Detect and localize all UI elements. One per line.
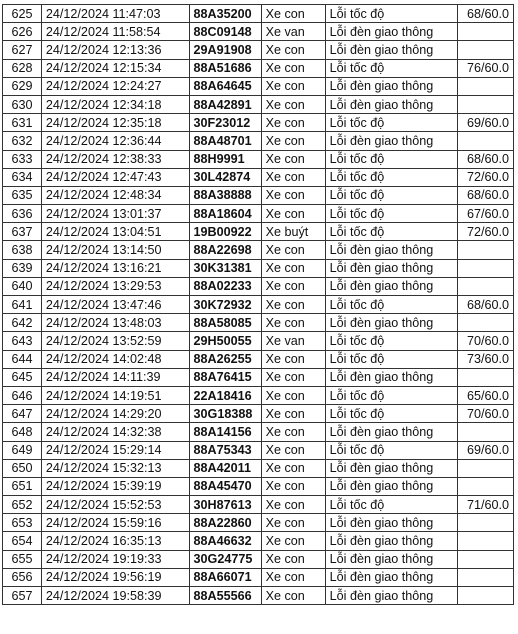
violation-type: Lỗi tốc độ xyxy=(325,296,457,314)
table-row xyxy=(3,386,514,404)
violation-time: 24/12/2024 12:34:18 xyxy=(41,95,189,113)
row-number: 652 xyxy=(3,496,42,514)
speed-reading: 69/60.0 xyxy=(458,441,514,459)
license-plate: 88A38888 xyxy=(189,186,261,204)
table-row xyxy=(3,41,514,59)
vehicle-type: Xe con xyxy=(261,241,325,259)
table-row xyxy=(3,259,514,277)
violation-type: Lỗi tốc độ xyxy=(325,186,457,204)
table-row xyxy=(3,95,514,113)
row-number: 644 xyxy=(3,350,42,368)
speed-reading: 71/60.0 xyxy=(458,496,514,514)
license-plate: 88A45470 xyxy=(189,477,261,495)
vehicle-type: Xe con xyxy=(261,277,325,295)
table-row xyxy=(3,77,514,95)
license-plate: 29H50055 xyxy=(189,332,261,350)
row-number: 643 xyxy=(3,332,42,350)
row-number: 626 xyxy=(3,23,42,41)
vehicle-type: Xe con xyxy=(261,296,325,314)
table-row xyxy=(3,168,514,186)
table-row xyxy=(3,459,514,477)
speed-reading xyxy=(458,587,514,605)
speed-reading: 68/60.0 xyxy=(458,150,514,168)
table-row xyxy=(3,5,514,23)
violation-type: Lỗi đèn giao thông xyxy=(325,259,457,277)
row-number: 654 xyxy=(3,532,42,550)
violation-time: 24/12/2024 12:48:34 xyxy=(41,186,189,204)
vehicle-type: Xe con xyxy=(261,132,325,150)
license-plate: 88A48701 xyxy=(189,132,261,150)
license-plate: 88A76415 xyxy=(189,368,261,386)
table-row xyxy=(3,223,514,241)
row-number: 650 xyxy=(3,459,42,477)
row-number: 637 xyxy=(3,223,42,241)
vehicle-type: Xe van xyxy=(261,332,325,350)
vehicle-type: Xe con xyxy=(261,477,325,495)
table-row xyxy=(3,550,514,568)
vehicle-type: Xe van xyxy=(261,23,325,41)
row-number: 638 xyxy=(3,241,42,259)
table-row xyxy=(3,405,514,423)
violation-time: 24/12/2024 19:58:39 xyxy=(41,587,189,605)
violation-time: 24/12/2024 12:35:18 xyxy=(41,114,189,132)
violation-time: 24/12/2024 12:13:36 xyxy=(41,41,189,59)
row-number: 633 xyxy=(3,150,42,168)
table-row xyxy=(3,296,514,314)
vehicle-type: Xe con xyxy=(261,41,325,59)
license-plate: 19B00922 xyxy=(189,223,261,241)
row-number: 645 xyxy=(3,368,42,386)
table-row xyxy=(3,423,514,441)
license-plate: 88A22698 xyxy=(189,241,261,259)
violation-type: Lỗi tốc độ xyxy=(325,114,457,132)
table-row xyxy=(3,59,514,77)
violation-type: Lỗi tốc độ xyxy=(325,496,457,514)
row-number: 636 xyxy=(3,205,42,223)
license-plate: 88A02233 xyxy=(189,277,261,295)
violation-type: Lỗi tốc độ xyxy=(325,441,457,459)
violation-time: 24/12/2024 13:01:37 xyxy=(41,205,189,223)
violation-time: 24/12/2024 13:52:59 xyxy=(41,332,189,350)
violation-type: Lỗi đèn giao thông xyxy=(325,314,457,332)
vehicle-type: Xe con xyxy=(261,532,325,550)
license-plate: 88A42891 xyxy=(189,95,261,113)
vehicle-type: Xe con xyxy=(261,259,325,277)
license-plate: 88A55566 xyxy=(189,587,261,605)
license-plate: 88A66071 xyxy=(189,568,261,586)
table-row xyxy=(3,114,514,132)
speed-reading: 69/60.0 xyxy=(458,114,514,132)
speed-reading xyxy=(458,241,514,259)
license-plate: 30L42874 xyxy=(189,168,261,186)
speed-reading: 76/60.0 xyxy=(458,59,514,77)
violation-type: Lỗi đèn giao thông xyxy=(325,95,457,113)
license-plate: 88A14156 xyxy=(189,423,261,441)
speed-reading: 73/60.0 xyxy=(458,350,514,368)
license-plate: 88A75343 xyxy=(189,441,261,459)
license-plate: 88A51686 xyxy=(189,59,261,77)
speed-reading xyxy=(458,259,514,277)
speed-reading xyxy=(458,568,514,586)
violation-type: Lỗi tốc độ xyxy=(325,223,457,241)
row-number: 627 xyxy=(3,41,42,59)
row-number: 646 xyxy=(3,386,42,404)
speed-reading xyxy=(458,532,514,550)
license-plate: 30G18388 xyxy=(189,405,261,423)
violation-type: Lỗi tốc độ xyxy=(325,386,457,404)
violation-time: 24/12/2024 12:47:43 xyxy=(41,168,189,186)
table-row xyxy=(3,496,514,514)
speed-reading: 68/60.0 xyxy=(458,296,514,314)
license-plate: 88A18604 xyxy=(189,205,261,223)
violation-type: Lỗi đèn giao thông xyxy=(325,550,457,568)
table-row xyxy=(3,477,514,495)
row-number: 656 xyxy=(3,568,42,586)
violation-time: 24/12/2024 19:19:33 xyxy=(41,550,189,568)
vehicle-type: Xe con xyxy=(261,496,325,514)
speed-reading: 67/60.0 xyxy=(458,205,514,223)
table-row xyxy=(3,514,514,532)
table-body xyxy=(3,5,514,605)
row-number: 635 xyxy=(3,186,42,204)
table-row xyxy=(3,587,514,605)
row-number: 630 xyxy=(3,95,42,113)
speed-reading xyxy=(458,368,514,386)
speed-reading: 68/60.0 xyxy=(458,5,514,23)
speed-reading: 70/60.0 xyxy=(458,332,514,350)
speed-reading xyxy=(458,514,514,532)
speed-reading xyxy=(458,41,514,59)
row-number: 647 xyxy=(3,405,42,423)
violation-type: Lỗi đèn giao thông xyxy=(325,459,457,477)
vehicle-type: Xe con xyxy=(261,95,325,113)
vehicle-type: Xe con xyxy=(261,168,325,186)
table-row xyxy=(3,241,514,259)
violation-time: 24/12/2024 12:15:34 xyxy=(41,59,189,77)
speed-reading: 70/60.0 xyxy=(458,405,514,423)
speed-reading xyxy=(458,459,514,477)
violation-time: 24/12/2024 14:32:38 xyxy=(41,423,189,441)
vehicle-type: Xe con xyxy=(261,514,325,532)
vehicle-type: Xe con xyxy=(261,423,325,441)
license-plate: 88A42011 xyxy=(189,459,261,477)
violation-type: Lỗi đèn giao thông xyxy=(325,277,457,295)
violation-type: Lỗi đèn giao thông xyxy=(325,477,457,495)
license-plate: 30K72932 xyxy=(189,296,261,314)
vehicle-type: Xe con xyxy=(261,205,325,223)
violation-time: 24/12/2024 13:14:50 xyxy=(41,241,189,259)
row-number: 641 xyxy=(3,296,42,314)
row-number: 639 xyxy=(3,259,42,277)
violation-type: Lỗi tốc độ xyxy=(325,405,457,423)
violation-time: 24/12/2024 14:19:51 xyxy=(41,386,189,404)
vehicle-type: Xe con xyxy=(261,459,325,477)
violation-time: 24/12/2024 12:38:33 xyxy=(41,150,189,168)
table-row xyxy=(3,441,514,459)
violation-time: 24/12/2024 15:39:19 xyxy=(41,477,189,495)
table-row xyxy=(3,205,514,223)
violation-type: Lỗi đèn giao thông xyxy=(325,514,457,532)
vehicle-type: Xe buýt xyxy=(261,223,325,241)
violation-time: 24/12/2024 15:52:53 xyxy=(41,496,189,514)
violation-time: 24/12/2024 15:59:16 xyxy=(41,514,189,532)
license-plate: 88A46632 xyxy=(189,532,261,550)
violation-type: Lỗi đèn giao thông xyxy=(325,77,457,95)
table-row xyxy=(3,568,514,586)
violation-type: Lỗi tốc độ xyxy=(325,168,457,186)
speed-reading xyxy=(458,314,514,332)
vehicle-type: Xe con xyxy=(261,5,325,23)
violation-time: 24/12/2024 12:36:44 xyxy=(41,132,189,150)
row-number: 642 xyxy=(3,314,42,332)
license-plate: 88H9991 xyxy=(189,150,261,168)
speed-reading xyxy=(458,277,514,295)
row-number: 655 xyxy=(3,550,42,568)
table-row xyxy=(3,186,514,204)
table-row xyxy=(3,350,514,368)
violation-type: Lỗi đèn giao thông xyxy=(325,23,457,41)
license-plate: 88A26255 xyxy=(189,350,261,368)
vehicle-type: Xe con xyxy=(261,587,325,605)
violation-time: 24/12/2024 13:29:53 xyxy=(41,277,189,295)
violation-type: Lỗi đèn giao thông xyxy=(325,368,457,386)
license-plate: 30H87613 xyxy=(189,496,261,514)
license-plate: 88A35200 xyxy=(189,5,261,23)
table-row xyxy=(3,332,514,350)
license-plate: 30G24775 xyxy=(189,550,261,568)
row-number: 629 xyxy=(3,77,42,95)
license-plate: 29A91908 xyxy=(189,41,261,59)
violation-time: 24/12/2024 15:32:13 xyxy=(41,459,189,477)
violation-time: 24/12/2024 12:24:27 xyxy=(41,77,189,95)
row-number: 625 xyxy=(3,5,42,23)
violation-time: 24/12/2024 13:04:51 xyxy=(41,223,189,241)
vehicle-type: Xe con xyxy=(261,150,325,168)
violation-time: 24/12/2024 14:02:48 xyxy=(41,350,189,368)
vehicle-type: Xe con xyxy=(261,186,325,204)
license-plate: 88A22860 xyxy=(189,514,261,532)
violation-time: 24/12/2024 11:47:03 xyxy=(41,5,189,23)
violation-time: 24/12/2024 13:48:03 xyxy=(41,314,189,332)
license-plate: 88A64645 xyxy=(189,77,261,95)
violation-type: Lỗi đèn giao thông xyxy=(325,532,457,550)
table-row xyxy=(3,314,514,332)
vehicle-type: Xe con xyxy=(261,386,325,404)
vehicle-type: Xe con xyxy=(261,405,325,423)
table-row xyxy=(3,368,514,386)
violation-type: Lỗi tốc độ xyxy=(325,332,457,350)
speed-reading xyxy=(458,95,514,113)
vehicle-type: Xe con xyxy=(261,77,325,95)
speed-reading xyxy=(458,132,514,150)
table-row xyxy=(3,23,514,41)
row-number: 649 xyxy=(3,441,42,459)
violation-time: 24/12/2024 13:16:21 xyxy=(41,259,189,277)
violation-type: Lỗi đèn giao thông xyxy=(325,41,457,59)
row-number: 631 xyxy=(3,114,42,132)
speed-reading: 72/60.0 xyxy=(458,168,514,186)
row-number: 653 xyxy=(3,514,42,532)
row-number: 657 xyxy=(3,587,42,605)
speed-reading xyxy=(458,550,514,568)
table-row xyxy=(3,277,514,295)
license-plate: 22A18416 xyxy=(189,386,261,404)
license-plate: 30K31381 xyxy=(189,259,261,277)
violation-type: Lỗi tốc độ xyxy=(325,59,457,77)
violation-type: Lỗi tốc độ xyxy=(325,150,457,168)
table-row xyxy=(3,132,514,150)
speed-reading: 65/60.0 xyxy=(458,386,514,404)
violation-time: 24/12/2024 16:35:13 xyxy=(41,532,189,550)
violation-type: Lỗi tốc độ xyxy=(325,205,457,223)
violation-type: Lỗi đèn giao thông xyxy=(325,568,457,586)
row-number: 640 xyxy=(3,277,42,295)
table-row xyxy=(3,150,514,168)
violation-type: Lỗi đèn giao thông xyxy=(325,587,457,605)
speed-reading xyxy=(458,477,514,495)
violation-type: Lỗi đèn giao thông xyxy=(325,241,457,259)
violations-table xyxy=(2,4,514,605)
vehicle-type: Xe con xyxy=(261,568,325,586)
violation-type: Lỗi đèn giao thông xyxy=(325,132,457,150)
violation-time: 24/12/2024 11:58:54 xyxy=(41,23,189,41)
violation-type: Lỗi tốc độ xyxy=(325,350,457,368)
violation-type: Lỗi tốc độ xyxy=(325,5,457,23)
row-number: 634 xyxy=(3,168,42,186)
vehicle-type: Xe con xyxy=(261,441,325,459)
violation-time: 24/12/2024 15:29:14 xyxy=(41,441,189,459)
violation-time: 24/12/2024 14:11:39 xyxy=(41,368,189,386)
row-number: 648 xyxy=(3,423,42,441)
license-plate: 88C09148 xyxy=(189,23,261,41)
violation-time: 24/12/2024 19:56:19 xyxy=(41,568,189,586)
row-number: 632 xyxy=(3,132,42,150)
speed-reading xyxy=(458,77,514,95)
speed-reading xyxy=(458,423,514,441)
speed-reading: 72/60.0 xyxy=(458,223,514,241)
vehicle-type: Xe con xyxy=(261,368,325,386)
license-plate: 30F23012 xyxy=(189,114,261,132)
violation-time: 24/12/2024 14:29:20 xyxy=(41,405,189,423)
row-number: 628 xyxy=(3,59,42,77)
row-number: 651 xyxy=(3,477,42,495)
vehicle-type: Xe con xyxy=(261,350,325,368)
violation-type: Lỗi đèn giao thông xyxy=(325,423,457,441)
violation-time: 24/12/2024 13:47:46 xyxy=(41,296,189,314)
speed-reading xyxy=(458,23,514,41)
table-row xyxy=(3,532,514,550)
vehicle-type: Xe con xyxy=(261,59,325,77)
vehicle-type: Xe con xyxy=(261,114,325,132)
speed-reading: 68/60.0 xyxy=(458,186,514,204)
vehicle-type: Xe con xyxy=(261,550,325,568)
vehicle-type: Xe con xyxy=(261,314,325,332)
license-plate: 88A58085 xyxy=(189,314,261,332)
